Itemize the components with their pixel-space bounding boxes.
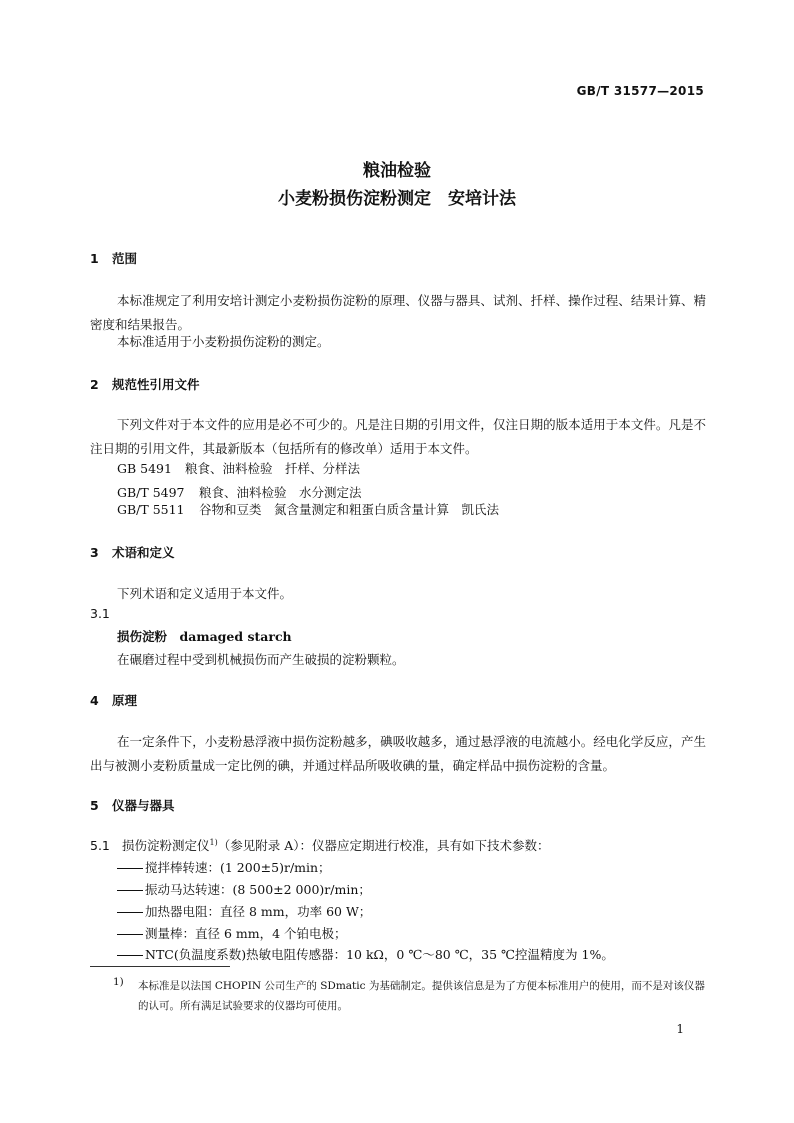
item-text: 损伤淀粉测定仪 xyxy=(122,838,210,853)
section-1-paragraph-2: 本标准适用于小麦粉损伤淀粉的测定。 xyxy=(117,334,330,349)
item-text-continued: （参见附录 A）：仪器应定期进行校准，具有如下技术参数： xyxy=(217,838,550,853)
spec-item xyxy=(117,924,347,942)
spec-text: 测量棒：直径 6 mm，4 个铂电极； xyxy=(145,926,347,941)
page-number: 1 xyxy=(676,1022,684,1036)
spec-item xyxy=(117,858,331,876)
section-number: 2 xyxy=(90,377,99,392)
dash-marker xyxy=(117,890,143,891)
reference-code: GB 5491 xyxy=(117,461,172,476)
reference-title: 粮食、油料检验 水分测定法 xyxy=(199,485,362,500)
section-4-paragraph-1: 在一定条件下，小麦粉悬浮液中损伤淀粉越多，碘吸收越多，通过悬浮液的电流越小。经电化学反应，产生出与被测小麦粉质量成一定比例的碘，并通过样品所吸收碘的量，确定样品中损伤淀粉的含量。 xyxy=(90,734,706,773)
spec-text: 振动马达转速：(8 500±2 000)r/min； xyxy=(145,882,371,897)
term-name: 损伤淀粉 damaged starch xyxy=(117,629,292,644)
footnote-reference: 1) xyxy=(209,837,218,847)
section-4-heading xyxy=(90,691,137,709)
reference-item xyxy=(117,459,360,477)
reference-code: GB/T 5497 xyxy=(117,485,185,500)
spec-text: 加热器电阻：直径 8 mm，功率 60 W； xyxy=(145,904,372,919)
standard-code: GB/T 31577—2015 xyxy=(576,84,704,98)
section-number: 5 xyxy=(90,798,99,813)
footnote-number: 1) xyxy=(113,976,124,988)
item-5-1 xyxy=(90,836,550,854)
spec-item xyxy=(117,902,371,920)
document-title-line1: 粮油检验 xyxy=(363,161,431,181)
reference-title: 粮食、油料检验 扦样、分样法 xyxy=(185,461,361,476)
section-3-heading xyxy=(90,543,175,561)
section-title: 原理 xyxy=(112,693,138,708)
section-title: 范围 xyxy=(112,251,138,266)
section-number: 1 xyxy=(90,251,99,266)
spec-text: 搅拌棒转速：(1 200±5)r/min； xyxy=(145,860,331,875)
reference-title: 谷物和豆类 氮含量测定和粗蛋白质含量计算 凯氏法 xyxy=(199,502,500,517)
section-2-paragraph-1: 下列文件对于本文件的应用是必不可少的。凡是注日期的引用文件，仅注日期的版本适用于本文件。凡是不注日期的引用文件，其最新版本（包括所有的修改单）适用于本文件。 xyxy=(90,417,706,456)
section-3-paragraph-1: 下列术语和定义适用于本文件。 xyxy=(117,586,293,601)
footnote-text: 本标准是以法国 CHOPIN 公司生产的 SDmatic 为基础制定。提供该信息是为了方便本标准用户的使用，而不是对该仪器的认可。所有满足试验要求的仪器均可使用。 xyxy=(138,980,705,1012)
reference-item xyxy=(117,500,499,518)
footnote-divider xyxy=(90,966,230,967)
section-title: 仪器与器具 xyxy=(112,798,175,813)
reference-item xyxy=(117,483,362,501)
section-number: 4 xyxy=(90,693,99,708)
section-title: 规范性引用文件 xyxy=(112,377,200,392)
term-number: 3.1 xyxy=(90,606,110,621)
term-definition: 在碾磨过程中受到机械损伤而产生破损的淀粉颗粒。 xyxy=(117,652,405,667)
section-2-heading xyxy=(90,375,200,393)
item-number: 5.1 xyxy=(90,838,110,853)
dash-marker xyxy=(117,955,143,956)
document-title-line2: 小麦粉损伤淀粉测定 安培计法 xyxy=(278,189,516,209)
section-1-heading xyxy=(90,249,137,267)
section-title: 术语和定义 xyxy=(112,545,175,560)
spec-item xyxy=(117,880,371,898)
section-number: 3 xyxy=(90,545,99,560)
section-5-heading xyxy=(90,796,175,814)
spec-item xyxy=(117,945,614,963)
dash-marker xyxy=(117,912,143,913)
section-1-paragraph-1: 本标准规定了利用安培计测定小麦粉损伤淀粉的原理、仪器与器具、试剂、扦样、操作过程、结果计算、精密度和结果报告。 xyxy=(90,293,706,332)
reference-code: GB/T 5511 xyxy=(117,502,185,517)
dash-marker xyxy=(117,934,143,935)
dash-marker xyxy=(117,868,143,869)
spec-text: NTC(负温度系数)热敏电阻传感器：10 kΩ，0 ℃～80 ℃，35 ℃控温精度为 1%。 xyxy=(145,947,614,962)
